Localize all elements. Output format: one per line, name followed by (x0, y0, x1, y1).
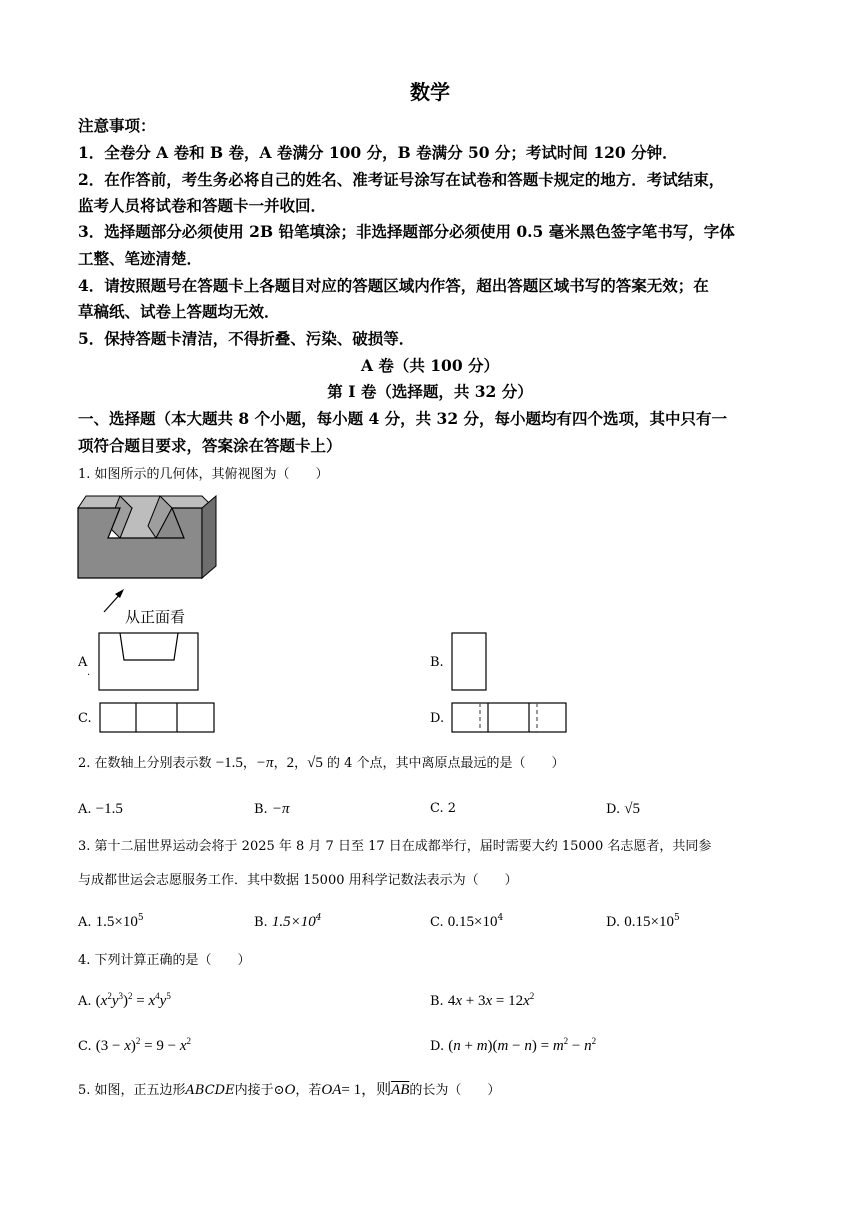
q4-option-b-expr: $4x + 3x = 12x^2$ (447, 991, 535, 1009)
q4-option-d[interactable] (430, 1037, 596, 1056)
q2-number-1: −1.5 (215, 755, 243, 771)
q4-option-c-label: C. (78, 1039, 92, 1054)
q4-option-a-expr: $(x^2y^3)^2 = x^4y^5$ (95, 991, 171, 1009)
q3-option-c-exponent: 4 (497, 913, 504, 923)
q5-stem (78, 1081, 500, 1100)
q2-stem-start: 2. 在数轴上分别表示数 (78, 756, 212, 771)
q3-stem-line-1: 3. 第十二届世界运动会将于 2025 年 8 月 7 日至 17 日在成都举行，届时需要大约 15000 名志愿者，共同参 (78, 839, 712, 854)
q5-stem-mid: ，若 (295, 1083, 322, 1098)
q4-option-a-label: A. (78, 994, 92, 1009)
q5-condition: = 1，则 (341, 1082, 392, 1098)
q4-option-d-expr: $(n + m)(m - n) = m^2 - n^2$ (448, 1036, 597, 1054)
q3-option-c-label: C. (430, 915, 444, 930)
q1-option-b-label: B. (430, 655, 444, 670)
q1-option-c-label: C. (78, 711, 92, 726)
q4-stem: 4. 下列计算正确的是（ ） (78, 953, 251, 968)
notice-item: 草稿纸、试卷上答题均无效． (78, 302, 280, 321)
q4-option-b-label: B. (430, 994, 444, 1009)
page-title: 数学 (410, 80, 450, 104)
q3-option-c[interactable] (430, 913, 503, 932)
q1-option-c-figure[interactable] (99, 702, 217, 735)
q3-option-d-base: 0.15×10 (624, 914, 674, 930)
q3-option-b-exponent: 4 (315, 913, 322, 923)
notice-item: 1．全卷分 A 卷和 B 卷，A 卷满分 100 分，B 卷满分 50 分；考试时间 120 分钟． (78, 143, 678, 162)
q2-option-d[interactable] (606, 800, 640, 819)
q3-option-a[interactable] (78, 913, 144, 932)
q5-polygon: ABCDE (185, 1083, 235, 1098)
q5-stem-end: 的长为（ ） (409, 1083, 501, 1098)
q2-option-d-value: √5 (624, 801, 640, 817)
q2-separator: ， (273, 756, 287, 771)
q3-option-b-base: 1.5×10 (271, 914, 316, 930)
q2-number-2: −π (255, 755, 274, 771)
q1-option-a-figure[interactable] (98, 632, 200, 692)
q2-option-c[interactable]: C. 2 (430, 801, 457, 816)
q2-option-b-value: −π (271, 801, 290, 817)
q2-option-a-label: A. (78, 802, 92, 817)
q3-stem-line-2: 与成都世运会志愿服务工作．其中数据 15000 用科学记数法表示为（ ） (78, 873, 518, 888)
q2-stem-end: 的 4 个点，其中离原点最远的是（ ） (326, 756, 565, 771)
q5-radius: OA (321, 1082, 342, 1098)
q2-number-4: √5 (307, 755, 323, 771)
notice-item: 2．在作答前，考生务必将自己的姓名、准考证号涂写在试卷和答题卡规定的地方．考试结束， (78, 170, 725, 189)
notice-item: 5．保持答题卡清洁，不得折叠、污染、破损等． (78, 329, 415, 348)
q2-separator: ， (294, 756, 308, 771)
q1-option-d-label: D. (430, 711, 445, 726)
notice-item: 3．选择题部分必须使用 2B 铅笔填涂；非选择题部分必须使用 0.5 毫米黑色签字笔书写，字体 (78, 222, 735, 241)
q2-number-3: 2 (286, 755, 295, 771)
q3-option-a-exponent: 5 (137, 913, 144, 923)
section-heading-cont: 项符合题目要求，答案涂在答题卡上） (78, 436, 342, 455)
q3-option-c-base: 0.15×10 (447, 914, 498, 930)
notice-heading: 注意事项： (78, 116, 156, 135)
notice-item: 4．请按照题号在答题卡上各题目对应的答题区域内作答，超出答题区域书写的答案无效；在 (78, 276, 709, 295)
q5-arc: $\overline{AB}$ (391, 1082, 410, 1098)
q2-option-a-value: −1.5 (95, 801, 123, 817)
section-heading: 一、选择题（本大题共 8 个小题，每小题 4 分，共 32 分，每小题均有四个选项，其中只有一 (78, 409, 728, 428)
q1-stem: 1. 如图所示的几何体，其俯视图为（ ） (78, 467, 329, 482)
notice-item: 监考人员将试卷和答题卡一并收回． (78, 196, 327, 215)
q3-option-b[interactable] (254, 913, 321, 932)
q1-option-d-figure[interactable] (451, 702, 569, 735)
q3-option-b-label: B. (254, 915, 268, 930)
q4-option-b[interactable] (430, 992, 534, 1011)
q3-option-a-base: 1.5×10 (95, 914, 138, 930)
q5-stem-start: 5. 如图，正五边形 (78, 1083, 186, 1098)
q2-option-a[interactable] (78, 800, 123, 819)
q3-option-d[interactable] (606, 913, 680, 932)
q4-option-d-label: D. (430, 1039, 445, 1054)
q3-option-d-exponent: 5 (673, 913, 680, 923)
q1-option-a-dot: . (87, 667, 91, 678)
q3-option-a-label: A. (78, 915, 92, 930)
q5-circle-symbol: 内接于⊙ (234, 1083, 285, 1098)
q5-circle-name: O (284, 1082, 296, 1098)
q1-view-label: 从正面看 (125, 608, 186, 626)
q4-option-c[interactable] (78, 1037, 191, 1056)
q2-separator: ， (242, 756, 256, 771)
q4-option-c-expr: $(3 - x)^2 = 9 - x^2$ (95, 1036, 191, 1054)
q1-option-b-figure[interactable] (451, 632, 489, 692)
q1-option-a-label: A (78, 655, 88, 670)
q2-option-d-label: D. (606, 802, 621, 817)
q2-stem (78, 754, 565, 773)
q4-option-a[interactable] (78, 992, 171, 1011)
notice-item: 工整、笔迹清楚． (78, 249, 203, 268)
q2-option-b-label: B. (254, 802, 268, 817)
q2-option-b[interactable] (254, 800, 289, 819)
part-a-heading: A 卷（共 100 分） (360, 356, 500, 375)
part-1-heading: 第 I 卷（选择题，共 32 分） (327, 382, 533, 401)
q3-option-d-label: D. (606, 915, 621, 930)
